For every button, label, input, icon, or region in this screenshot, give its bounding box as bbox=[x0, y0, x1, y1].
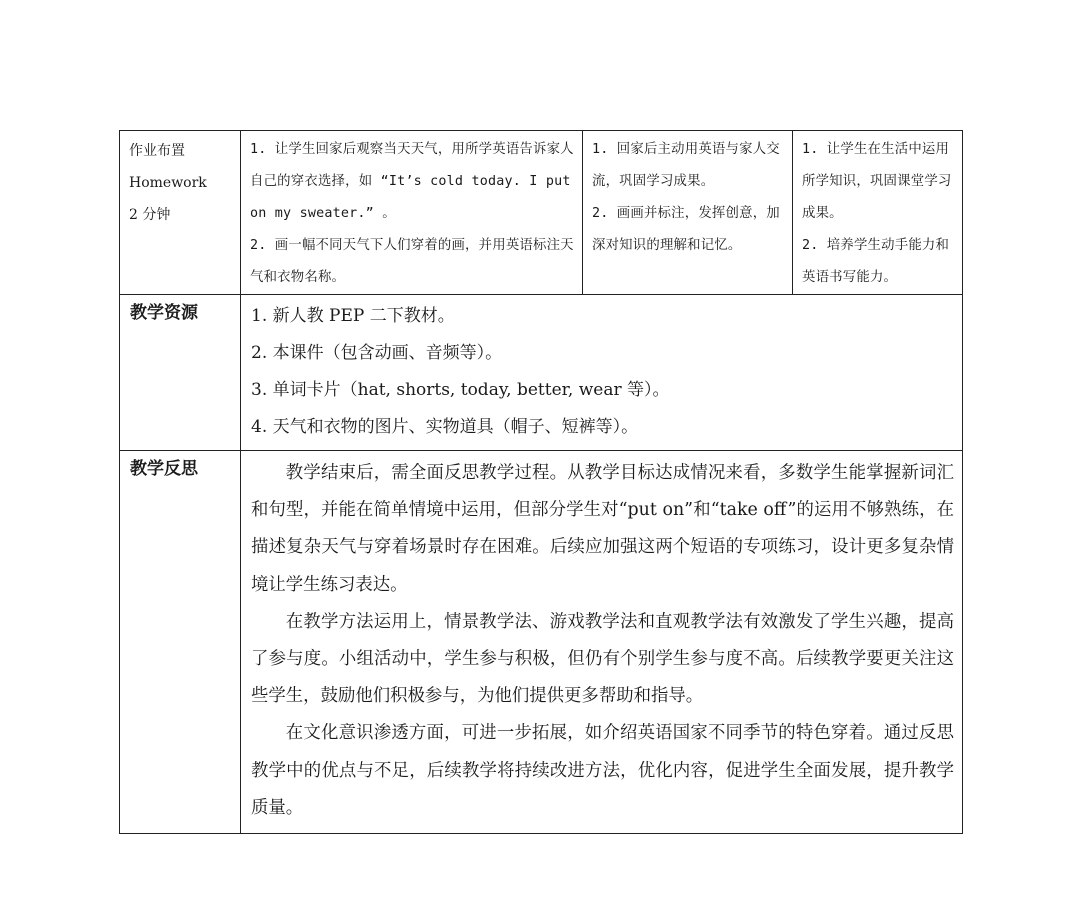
resource-item: 3. 单词卡片（hat, shorts, today, better, wear 等）。 bbox=[251, 380, 670, 400]
homework-duration: 2 分钟 bbox=[129, 207, 171, 223]
resources-row bbox=[120, 295, 963, 451]
homework-expectation-item: 1. 回家后主动用英语与家人交流，巩固学习成果。 bbox=[592, 142, 780, 189]
homework-task-item: 1. 让学生回家后观察当天天气，用所学英语告诉家人自己的穿衣选择，如 “It’s cold today. I put on my sweater.” 。 bbox=[250, 142, 574, 221]
lesson-plan-table bbox=[119, 130, 963, 834]
homework-task-item: 2. 画一幅不同天气下人们穿着的画，并用英语标注天气和衣物名称。 bbox=[250, 238, 574, 285]
resource-item: 4. 天气和衣物的图片、实物道具（帽子、短裤等）。 bbox=[251, 417, 639, 437]
resources-content-cell bbox=[241, 295, 963, 451]
homework-tasks-cell bbox=[241, 131, 583, 295]
reflection-content-cell bbox=[241, 451, 963, 834]
homework-purpose-item: 1. 让学生在生活中运用所学知识，巩固课堂学习成果。 bbox=[802, 142, 952, 221]
reflection-paragraph: 教学结束后，需全面反思教学过程。从教学目标达成情况来看，多数学生能掌握新词汇和句型，并能在简单情境中运用，但部分学生对“put on”和“take off”的运用不够熟练，在描述复杂天气与穿着场景时存在困难。后续应加强这两个短语的专项练习，设计更多复杂情境让学生练习表达。 bbox=[251, 463, 954, 595]
homework-label-en: Homework bbox=[129, 175, 207, 191]
homework-purposes-cell bbox=[793, 131, 963, 295]
resources-label: 教学资源 bbox=[130, 303, 198, 323]
reflection-row bbox=[120, 451, 963, 834]
resources-label-cell bbox=[120, 295, 241, 451]
homework-row bbox=[120, 131, 963, 295]
resource-item: 2. 本课件（包含动画、音频等）。 bbox=[251, 343, 503, 363]
homework-purpose-item: 2. 培养学生动手能力和英语书写能力。 bbox=[802, 238, 950, 285]
resource-item: 1. 新人教 PEP 二下教材。 bbox=[251, 306, 455, 326]
homework-expectation-item: 2. 画画并标注，发挥创意，加深对知识的理解和记忆。 bbox=[592, 206, 780, 253]
homework-label-cell bbox=[120, 131, 241, 295]
reflection-paragraph: 在文化意识渗透方面，可进一步拓展，如介绍英语国家不同季节的特色穿着。通过反思教学中的优点与不足，后续教学将持续改进方法，优化内容，促进学生全面发展，提升教学质量。 bbox=[251, 723, 954, 818]
reflection-label-cell bbox=[120, 451, 241, 834]
homework-label-cn: 作业布置 bbox=[129, 143, 185, 159]
reflection-label: 教学反思 bbox=[130, 459, 198, 479]
homework-expectations-cell bbox=[583, 131, 793, 295]
reflection-paragraph: 在教学方法运用上，情景教学法、游戏教学法和直观教学法有效激发了学生兴趣，提高了参与度。小组活动中，学生参与积极，但仍有个别学生参与度不高。后续教学要更关注这些学生，鼓励他们积极参与，为他们提供更多帮助和指导。 bbox=[251, 611, 954, 707]
